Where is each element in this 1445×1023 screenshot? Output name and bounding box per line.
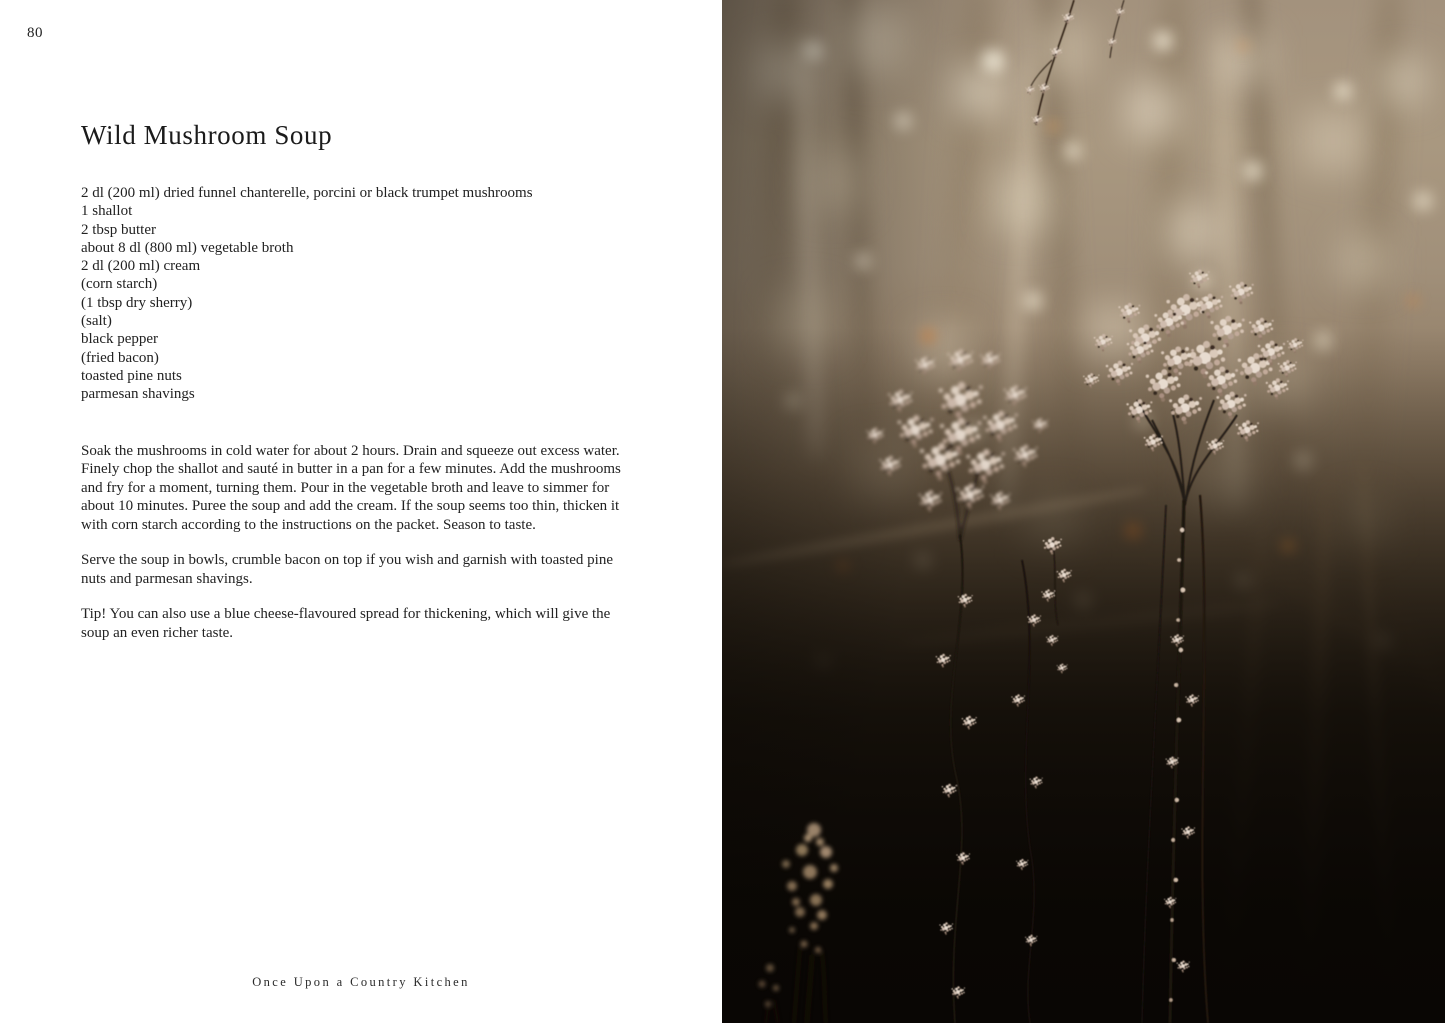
ingredient-line: 1 shallot xyxy=(81,203,133,220)
ingredient-list xyxy=(81,184,621,404)
ingredient-line: 2 dl (200 ml) cream xyxy=(81,258,201,275)
tip-paragraph: Tip! You can also use a blue cheese-flavoured spread for thickening, which will give the soup an even richer taste. xyxy=(81,606,611,641)
page-number: 80 xyxy=(27,25,43,41)
ingredient-line: (corn starch) xyxy=(81,276,158,293)
recipe-photo xyxy=(722,0,1445,1023)
ingredient-line: black pepper xyxy=(81,331,159,348)
ingredient-line: (salt) xyxy=(81,313,112,330)
book-title-footer: Once Upon a Country Kitchen xyxy=(252,975,470,989)
ingredient-line: (1 tbsp dry sherry) xyxy=(81,294,193,311)
ingredient-line: 2 tbsp butter xyxy=(81,221,156,238)
instruction-paragraph: Serve the soup in bowls, crumble bacon on top if you wish and garnish with toasted pine nuts and parmesan shavings. xyxy=(81,552,613,587)
frosted-plants-illustration xyxy=(722,0,1445,1023)
ingredient-line: (fried bacon) xyxy=(81,349,159,366)
instruction-paragraph: Soak the mushrooms in cold water for about 2 hours. Drain and squeeze out excess water. Finely chop the shallot and sauté in butter in a pan for a few minutes. Add the mushrooms and fry for a moment, turning them. Pour in the vegetable broth and leave to simmer for about 10 minutes. Puree the soup and add the cream. If the soup seems too thin, thicken it with corn starch according to the instructions on the packet. Season to taste. xyxy=(81,442,621,533)
ingredient-line: 2 dl (200 ml) dried funnel chanterelle, porcini or black trumpet mushrooms xyxy=(81,185,533,201)
recipe-title: Wild Mushroom Soup xyxy=(81,120,333,150)
recipe-page xyxy=(0,0,722,1023)
photo-page xyxy=(722,0,1445,1023)
ingredient-line: about 8 dl (800 ml) vegetable broth xyxy=(81,239,294,256)
ingredient-line: toasted pine nuts xyxy=(81,367,182,384)
ingredient-line: parmesan shavings xyxy=(81,386,195,403)
recipe-content xyxy=(81,0,621,659)
